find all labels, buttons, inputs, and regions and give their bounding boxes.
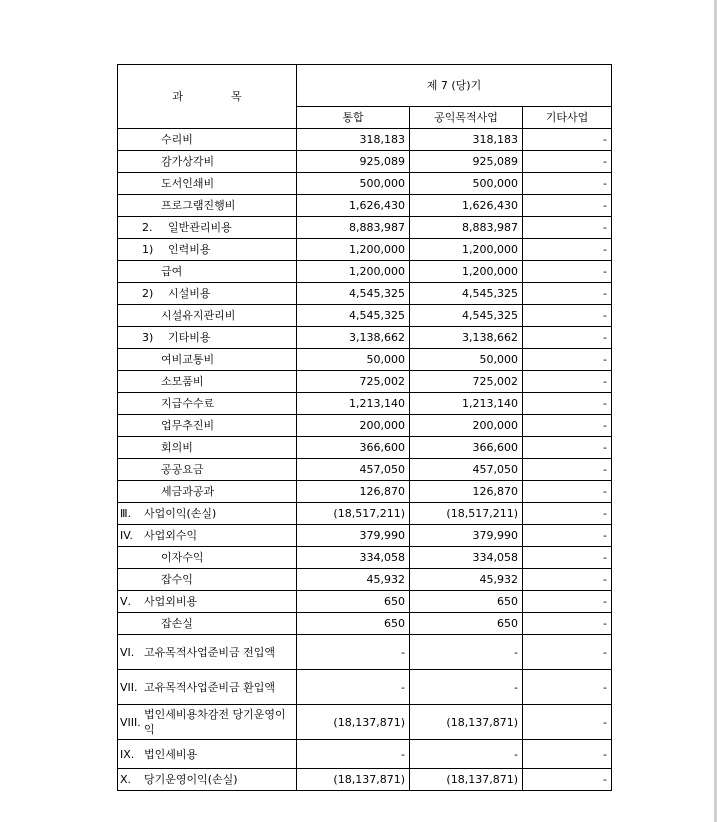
account-label: 공공요금 — [161, 463, 204, 476]
amount-other-business-cell: - — [523, 591, 612, 613]
account-label: 잡수익 — [161, 573, 193, 586]
amount-public-purpose-cell: 1,213,140 — [410, 393, 523, 415]
amount-other-business-cell: - — [523, 239, 612, 261]
amount-other-business-cell: - — [523, 613, 612, 635]
account-label: 기타비용 — [168, 331, 211, 344]
table-row — [118, 195, 612, 217]
amount-total-cell: 925,089 — [297, 151, 410, 173]
account-marker: VII. — [120, 680, 138, 694]
account-marker: 1) — [142, 243, 154, 256]
column-header-other-business: 기타사업 — [523, 107, 612, 129]
account-label: 여비교통비 — [161, 353, 215, 366]
account-marker: IV. — [120, 529, 133, 542]
table-row — [118, 415, 612, 437]
amount-other-business-cell: - — [523, 547, 612, 569]
amount-total-cell: 1,213,140 — [297, 393, 410, 415]
table-row — [118, 503, 612, 525]
column-header-total: 통합 — [297, 107, 410, 129]
account-subject-cell — [118, 239, 297, 261]
account-label: 소모품비 — [161, 375, 204, 388]
amount-other-business-cell: - — [523, 481, 612, 503]
amount-public-purpose-cell: 925,089 — [410, 151, 523, 173]
account-subject-cell — [118, 305, 297, 327]
account-subject-cell — [118, 459, 297, 481]
account-subject-cell — [118, 740, 297, 769]
amount-public-purpose-cell: - — [410, 740, 523, 769]
amount-other-business-cell: - — [523, 740, 612, 769]
account-label: 회의비 — [161, 441, 193, 454]
table-row — [118, 769, 612, 791]
amount-other-business-cell: - — [523, 670, 612, 705]
account-subject-cell — [118, 261, 297, 283]
amount-other-business-cell: - — [523, 437, 612, 459]
amount-other-business-cell: - — [523, 459, 612, 481]
amount-public-purpose-cell: (18,517,211) — [410, 503, 523, 525]
amount-total-cell: 318,183 — [297, 129, 410, 151]
table-row — [118, 393, 612, 415]
account-subject-cell — [118, 415, 297, 437]
account-subject-cell — [118, 217, 297, 239]
table-row — [118, 371, 612, 393]
account-label: 시설유지관리비 — [161, 309, 236, 322]
amount-public-purpose-cell: 50,000 — [410, 349, 523, 371]
account-label: 업무추진비 — [161, 419, 215, 432]
amount-public-purpose-cell: 4,545,325 — [410, 305, 523, 327]
amount-public-purpose-cell: 457,050 — [410, 459, 523, 481]
account-subject-cell — [118, 393, 297, 415]
amount-total-cell: 457,050 — [297, 459, 410, 481]
account-label: 이자수익 — [161, 551, 204, 564]
account-label: 프로그램진행비 — [161, 199, 236, 212]
subject-header-char-1: 과 — [172, 90, 183, 103]
table-row — [118, 705, 612, 740]
amount-public-purpose-cell: 318,183 — [410, 129, 523, 151]
account-subject-cell — [118, 670, 297, 705]
table-row — [118, 349, 612, 371]
column-header-public-purpose: 공익목적사업 — [410, 107, 523, 129]
amount-other-business-cell: - — [523, 769, 612, 791]
amount-other-business-cell: - — [523, 349, 612, 371]
amount-other-business-cell: - — [523, 129, 612, 151]
account-subject-cell — [118, 547, 297, 569]
amount-other-business-cell: - — [523, 705, 612, 740]
amount-public-purpose-cell: - — [410, 635, 523, 670]
amount-other-business-cell: - — [523, 569, 612, 591]
amount-public-purpose-cell: 1,200,000 — [410, 261, 523, 283]
amount-other-business-cell: - — [523, 371, 612, 393]
account-label: 법인세비용 — [144, 747, 198, 761]
amount-other-business-cell: - — [523, 305, 612, 327]
amount-total-cell: 379,990 — [297, 525, 410, 547]
amount-total-cell: 650 — [297, 591, 410, 613]
table-row — [118, 525, 612, 547]
account-subject-cell — [118, 129, 297, 151]
amount-other-business-cell: - — [523, 217, 612, 239]
amount-public-purpose-cell: 650 — [410, 613, 523, 635]
table-row — [118, 437, 612, 459]
amount-total-cell: 334,058 — [297, 547, 410, 569]
account-label: 세금과공과 — [161, 485, 215, 498]
account-subject-cell — [118, 769, 297, 791]
amount-total-cell: 366,600 — [297, 437, 410, 459]
amount-total-cell: 126,870 — [297, 481, 410, 503]
account-marker: VI. — [120, 645, 135, 659]
table-row — [118, 173, 612, 195]
amount-public-purpose-cell: (18,137,871) — [410, 705, 523, 740]
account-subject-cell — [118, 371, 297, 393]
amount-public-purpose-cell: 3,138,662 — [410, 327, 523, 349]
amount-public-purpose-cell: 650 — [410, 591, 523, 613]
amount-total-cell: 8,883,987 — [297, 217, 410, 239]
amount-public-purpose-cell: 200,000 — [410, 415, 523, 437]
table-row — [118, 129, 612, 151]
table-row — [118, 635, 612, 670]
account-subject-cell — [118, 283, 297, 305]
amount-other-business-cell: - — [523, 393, 612, 415]
amount-other-business-cell: - — [523, 503, 612, 525]
amount-other-business-cell: - — [523, 173, 612, 195]
amount-public-purpose-cell: 500,000 — [410, 173, 523, 195]
account-subject-cell — [118, 195, 297, 217]
amount-total-cell: 45,932 — [297, 569, 410, 591]
amount-public-purpose-cell: 8,883,987 — [410, 217, 523, 239]
amount-total-cell: 4,545,325 — [297, 305, 410, 327]
account-marker: 2. — [142, 221, 153, 234]
amount-total-cell: 1,200,000 — [297, 261, 410, 283]
account-label: 일반관리비용 — [168, 221, 232, 234]
account-subject-cell — [118, 525, 297, 547]
account-subject-cell — [118, 437, 297, 459]
amount-total-cell: 1,626,430 — [297, 195, 410, 217]
table-row — [118, 327, 612, 349]
amount-total-cell: 4,545,325 — [297, 283, 410, 305]
amount-public-purpose-cell: 1,200,000 — [410, 239, 523, 261]
account-label: 지급수수료 — [161, 397, 215, 410]
amount-total-cell: - — [297, 670, 410, 705]
amount-total-cell: 500,000 — [297, 173, 410, 195]
table-row — [118, 740, 612, 769]
amount-total-cell: 50,000 — [297, 349, 410, 371]
amount-other-business-cell: - — [523, 525, 612, 547]
amount-total-cell: 3,138,662 — [297, 327, 410, 349]
account-label: 고유목적사업준비금 전입액 — [144, 645, 276, 659]
table-row — [118, 613, 612, 635]
amount-public-purpose-cell: (18,137,871) — [410, 769, 523, 791]
subject-header-char-2: 목 — [231, 90, 242, 103]
amount-public-purpose-cell: 126,870 — [410, 481, 523, 503]
account-marker: X. — [120, 773, 132, 786]
account-subject-cell — [118, 591, 297, 613]
account-label: 당기운영이익(손실) — [144, 773, 238, 786]
account-label: 감가상각비 — [161, 155, 215, 168]
amount-total-cell: 1,200,000 — [297, 239, 410, 261]
account-subject-cell — [118, 503, 297, 525]
amount-total-cell: (18,137,871) — [297, 769, 410, 791]
table-row — [118, 670, 612, 705]
account-subject-cell — [118, 173, 297, 195]
account-marker: Ⅴ. — [120, 595, 132, 608]
income-statement-table — [117, 64, 612, 791]
table-row — [118, 283, 612, 305]
amount-total-cell: - — [297, 635, 410, 670]
account-subject-cell — [118, 327, 297, 349]
period-header: 제 7 (당)기 — [297, 65, 612, 107]
amount-other-business-cell: - — [523, 283, 612, 305]
amount-total-cell: 725,002 — [297, 371, 410, 393]
account-label: 수리비 — [161, 133, 193, 146]
account-label: 사업외비용 — [144, 595, 198, 608]
account-marker: IX. — [120, 747, 135, 761]
amount-public-purpose-cell: 725,002 — [410, 371, 523, 393]
account-label: 고유목적사업준비금 환입액 — [144, 680, 276, 694]
amount-public-purpose-cell: - — [410, 670, 523, 705]
account-subject-cell — [118, 349, 297, 371]
amount-total-cell: 200,000 — [297, 415, 410, 437]
account-marker: 2) — [142, 287, 154, 300]
table-row — [118, 261, 612, 283]
amount-total-cell: (18,137,871) — [297, 705, 410, 740]
amount-public-purpose-cell: 4,545,325 — [410, 283, 523, 305]
amount-other-business-cell: - — [523, 151, 612, 173]
amount-total-cell: - — [297, 740, 410, 769]
account-subject-cell — [118, 151, 297, 173]
amount-public-purpose-cell: 334,058 — [410, 547, 523, 569]
amount-public-purpose-cell: 1,626,430 — [410, 195, 523, 217]
table-row — [118, 459, 612, 481]
table-row — [118, 481, 612, 503]
statement-rows — [118, 129, 612, 791]
amount-other-business-cell: - — [523, 635, 612, 670]
amount-public-purpose-cell: 45,932 — [410, 569, 523, 591]
subject-header — [118, 65, 297, 129]
account-label: 인력비용 — [168, 243, 211, 256]
account-label: 사업이익(손실) — [144, 507, 217, 520]
account-subject-cell — [118, 481, 297, 503]
account-marker: 3) — [142, 331, 154, 344]
amount-other-business-cell: - — [523, 195, 612, 217]
table-row — [118, 239, 612, 261]
table-row — [118, 547, 612, 569]
table-row — [118, 305, 612, 327]
account-label: 사업외수익 — [144, 529, 198, 542]
account-marker: VIII. — [120, 715, 141, 729]
amount-other-business-cell: - — [523, 415, 612, 437]
account-label: 급여 — [161, 265, 183, 278]
amount-public-purpose-cell: 366,600 — [410, 437, 523, 459]
amount-other-business-cell: - — [523, 261, 612, 283]
amount-total-cell: (18,517,211) — [297, 503, 410, 525]
amount-public-purpose-cell: 379,990 — [410, 525, 523, 547]
account-label: 도서인쇄비 — [161, 177, 215, 190]
account-label: 법인세비용차감전 당기운영이익 — [144, 708, 286, 736]
amount-other-business-cell: - — [523, 327, 612, 349]
amount-total-cell: 650 — [297, 613, 410, 635]
account-marker: Ⅲ. — [120, 507, 132, 520]
account-subject-cell — [118, 569, 297, 591]
account-label: 시설비용 — [168, 287, 211, 300]
account-subject-cell — [118, 705, 297, 740]
account-subject-cell — [118, 635, 297, 670]
account-label: 잡손실 — [161, 617, 193, 630]
account-subject-cell — [118, 613, 297, 635]
table-row — [118, 151, 612, 173]
table-row — [118, 591, 612, 613]
table-row — [118, 217, 612, 239]
table-row — [118, 569, 612, 591]
